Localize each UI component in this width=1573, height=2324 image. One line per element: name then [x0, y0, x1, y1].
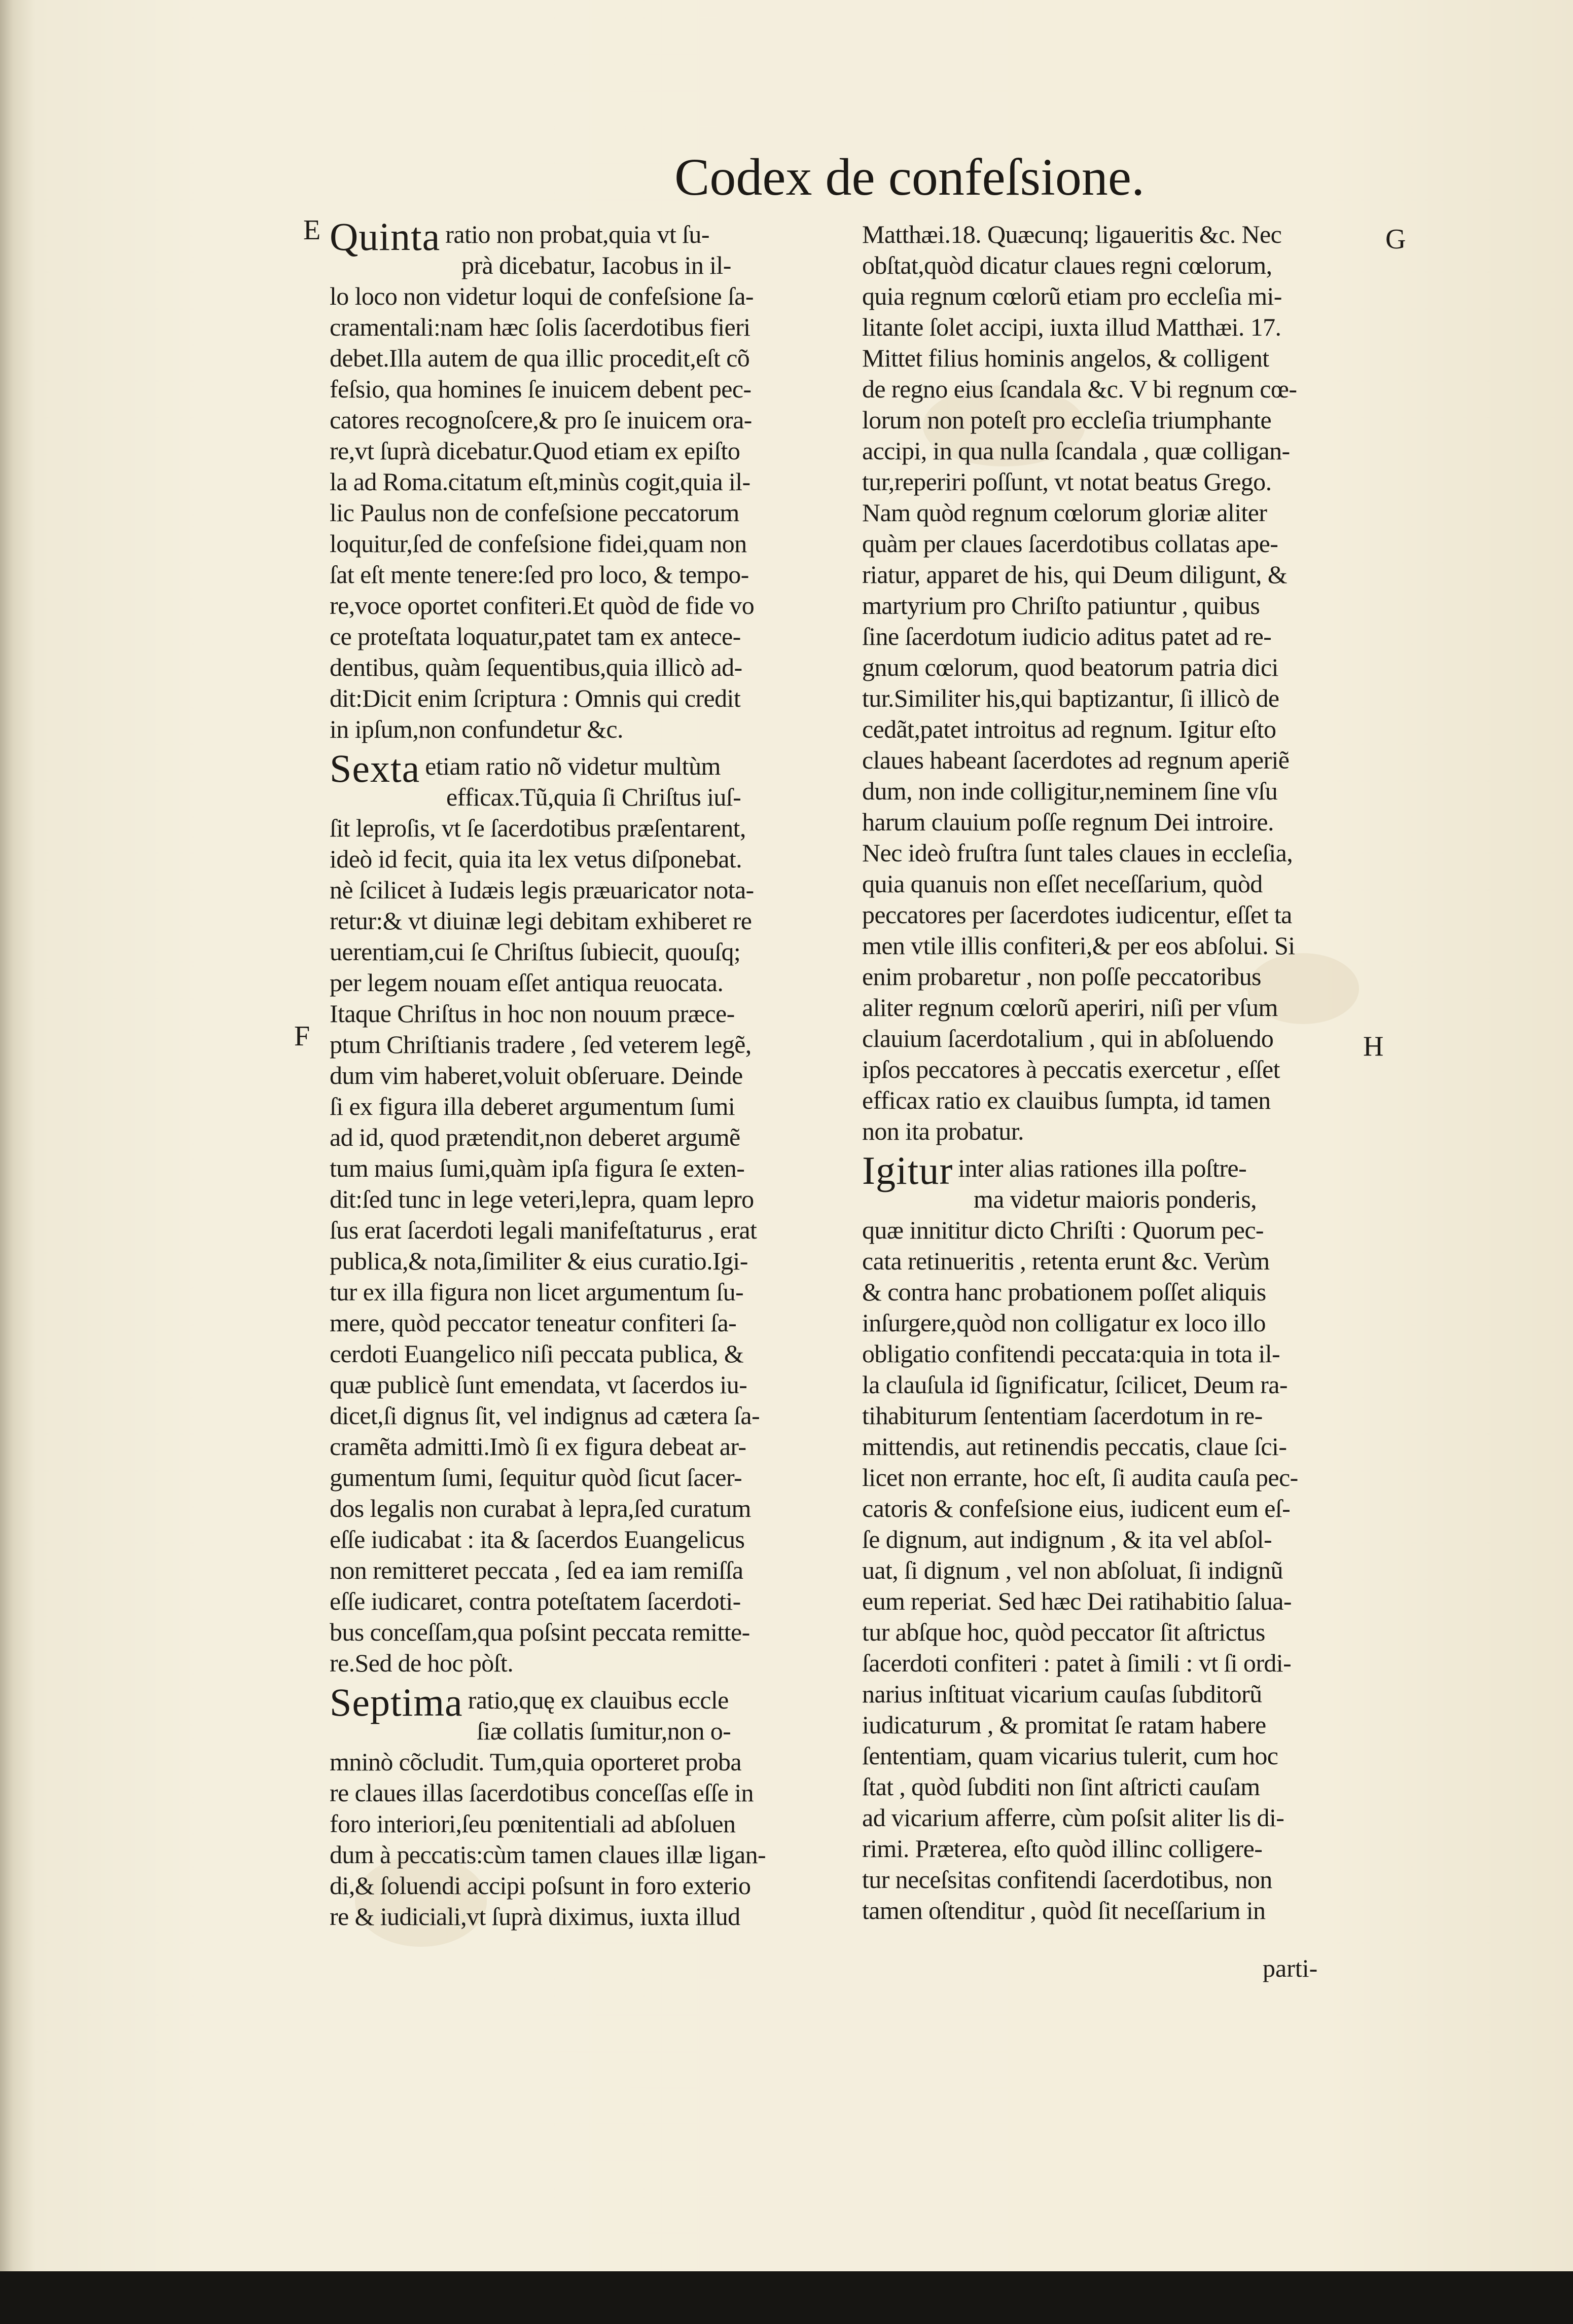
line-text: quàm per claues ſacerdotibus collatas ape-: [862, 529, 1278, 558]
line-text: ad vicarium afferre, cùm poſsit aliter lis di-: [862, 1803, 1284, 1832]
line-text: di,& ſoluendi accipi poſsunt in foro exterio: [330, 1871, 751, 1900]
text-line: [862, 559, 1369, 590]
line-text: retur:& vt diuinæ legi debitam exhiberet re: [330, 906, 752, 935]
text-line: [330, 714, 837, 745]
text-line: [862, 1246, 1369, 1277]
text-line: [862, 776, 1369, 807]
marginal-letter-h: H: [1363, 1031, 1384, 1062]
line-text: Mittet filius hominis angelos, & colligent: [862, 344, 1269, 372]
section-initial-word: Quinta: [330, 214, 441, 259]
line-text: claues habeant ſacerdotes ad regnum aperiẽ: [862, 746, 1290, 774]
text-line: [862, 1555, 1369, 1586]
line-text: per legem nouam eſſet antiqua reuocata.: [330, 968, 724, 997]
text-line: [862, 1648, 1369, 1679]
section-initial-word: Sexta: [330, 746, 420, 790]
text-line: [862, 435, 1369, 466]
line-text: tur,reperiri poſſunt, vt notat beatus Grego.: [862, 467, 1272, 496]
line-text: iudicaturum , & promitat ſe ratam habere: [862, 1711, 1266, 1739]
line-text: efficax.Tũ,quia ſi Chriſtus iuſ-: [446, 783, 741, 811]
line-text: dum à peccatis:cùm tamen claues illæ ligan-: [330, 1840, 766, 1869]
line-text: efficax ratio ex clauibus ſumpta, id tamen: [862, 1086, 1271, 1114]
line-text: de regno eius ſcandala &c. V bi regnum cœ-: [862, 375, 1297, 403]
section-first-line-text: ratio,quę ex clauibus eccle: [468, 1686, 729, 1714]
text-line: [330, 1808, 837, 1839]
text-line: [862, 683, 1369, 714]
line-text: non ita probatur.: [862, 1117, 1024, 1145]
line-text: enim probaretur , non poſſe peccatoribus: [862, 962, 1261, 991]
line-text: quia quanuis non eſſet neceſſarium, quòd: [862, 869, 1263, 898]
line-text: quia regnum cœlorũ etiam pro eccleſia mi-: [862, 282, 1282, 310]
line-text: ad id, quod prætendit,non deberet argumẽ: [330, 1123, 740, 1151]
line-text: dicet,ſi dignus ſit, vel indignus ad cætera ſa-: [330, 1401, 760, 1430]
text-line: [330, 343, 837, 374]
line-text: eum reperiat. Sed hæc Dei ratihabitio ſalua-: [862, 1587, 1292, 1615]
line-text: publica,& nota,ſimiliter & eius curatio.Igi-: [330, 1247, 748, 1275]
line-text: eſſe iudicaret, contra poteſtatem ſacerdoti-: [330, 1587, 741, 1615]
catchword: parti-: [1263, 1954, 1318, 1982]
section-initial-word: Septima: [330, 1680, 463, 1724]
line-text: obſtat,quòd dicatur claues regni cœlorum,: [862, 251, 1272, 279]
text-line: [330, 813, 837, 844]
text-line: [330, 967, 837, 998]
line-text: cramentali:nam hæc ſolis ſacerdotibus fieri: [330, 313, 750, 341]
text-line: [330, 1277, 837, 1308]
line-text: catores recognoſcere,& pro ſe inuicem ora-: [330, 406, 752, 434]
text-line: [862, 312, 1369, 343]
text-line: [330, 621, 837, 652]
line-text: ſit leproſis, vt ſe ſacerdotibus præſentarent,: [330, 814, 746, 842]
text-line: [330, 497, 837, 528]
text-line: [862, 1771, 1369, 1802]
text-line: [330, 374, 837, 405]
text-line: [862, 961, 1369, 992]
text-line: [330, 1777, 837, 1808]
line-text: Itaque Chriſtus in hoc non nouum præce-: [330, 999, 735, 1028]
text-line: [862, 1400, 1369, 1431]
line-text: harum clauium poſſe regnum Dei introire.: [862, 808, 1274, 836]
text-line: [330, 559, 837, 590]
line-text: re,voce oportet confiteri.Et quòd de fide vo: [330, 591, 755, 620]
text-line: [330, 1493, 837, 1524]
line-text: tum maius ſumi,quàm ipſa figura ſe exten-: [330, 1154, 745, 1182]
text-line: [330, 1091, 837, 1122]
text-line: [330, 1462, 837, 1493]
text-line: [862, 343, 1369, 374]
line-text: ſat eſt mente tenere:ſed pro loco, & tempo-: [330, 560, 749, 589]
scan-border: [0, 2271, 1573, 2324]
line-text: tur ex illa figura non licet argumentum ſu-: [330, 1278, 744, 1306]
line-text: dum vim haberet,voluit obſeruare. Deinde: [330, 1061, 743, 1090]
text-line: [330, 1431, 837, 1462]
text-line: [330, 435, 837, 466]
text-line: [862, 1338, 1369, 1369]
running-title: Codex de confeſsione.: [674, 148, 1145, 206]
line-text: licet non errante, hoc eſt, ſi audita cauſa pec-: [862, 1463, 1298, 1492]
text-line: [330, 1680, 837, 1724]
text-line: [330, 1308, 837, 1338]
text-line: [862, 1308, 1369, 1338]
text-line: [330, 683, 837, 714]
line-text: peccatores per ſacerdotes iudicentur, eſſet ta: [862, 900, 1292, 929]
text-line: [862, 1085, 1369, 1116]
line-text: ptum Chriſtianis tradere , ſed veterem legẽ,: [330, 1030, 752, 1059]
line-text: mninò cõcludit. Tum,quia oporteret proba: [330, 1748, 742, 1776]
line-text: cerdoti Euangelico niſi peccata publica, &: [330, 1339, 744, 1368]
line-text: narius inſtituat vicarium cauſas ſubditorũ: [862, 1680, 1262, 1708]
text-line: [862, 497, 1369, 528]
text-line: [862, 1493, 1369, 1524]
text-line: [330, 1029, 837, 1060]
text-line: [862, 930, 1369, 961]
line-text: non remitteret peccata , ſed ea iam remiſſa: [330, 1556, 743, 1584]
left-text-column: [330, 214, 837, 1932]
line-text: tur neceſsitas confitendi ſacerdotibus, non: [862, 1865, 1272, 1894]
text-line: [330, 466, 837, 497]
section-initial-word: Igitur: [862, 1148, 953, 1192]
line-text: tur abſque hoc, quòd peccator ſit aſtrictus: [862, 1618, 1265, 1646]
line-text: inſurgere,quòd non colligatur ex loco illo: [862, 1309, 1266, 1337]
line-text: dentibus, quàm ſequentibus,quia illicò ad-: [330, 653, 742, 681]
text-line: [330, 905, 837, 936]
text-line: [330, 1184, 837, 1215]
marginal-letter-g: G: [1385, 224, 1406, 255]
text-line: [862, 219, 1369, 250]
text-line: [862, 528, 1369, 559]
text-line: [862, 1586, 1369, 1617]
text-line: [862, 1215, 1369, 1246]
line-text: gnum cœlorum, quod beatorum patria dici: [862, 653, 1278, 681]
line-text: uat, ſi dignum , vel non abſoluat, ſi indignũ: [862, 1556, 1283, 1584]
text-line: [862, 1833, 1369, 1864]
line-text: ſiæ collatis ſumitur,non o-: [477, 1717, 731, 1745]
text-line: [862, 1679, 1369, 1710]
line-text: bus conceſſam,qua poſsint peccata remitte-: [330, 1618, 750, 1646]
line-text: men vtile illis confiteri,& per eos abſolui. Si: [862, 931, 1295, 960]
line-text: Matthæi.18. Quæcunq; ligaueritis &c. Nec: [862, 220, 1282, 248]
line-text: martyrium pro Chriſto patiuntur , quibus: [862, 591, 1260, 620]
line-text: tihabiturum ſententiam ſacerdotum in re-: [862, 1401, 1263, 1430]
line-text: loquitur,ſed de confeſsione fidei,quam non: [330, 529, 747, 558]
line-text: riatur, apparet de his, qui Deum diligunt, &: [862, 560, 1288, 589]
line-text: gumentum ſumi, ſequitur quòd ſicut ſacer-: [330, 1463, 742, 1492]
line-text: & contra hanc probationem poſſet aliquis: [862, 1278, 1266, 1306]
text-line: [862, 621, 1369, 652]
text-line: [330, 1555, 837, 1586]
line-text: clauium ſacerdotalium , qui in abſoluendo: [862, 1024, 1274, 1052]
line-text: mere, quòd peccator teneatur confiteri ſa-: [330, 1309, 737, 1337]
text-line: [330, 844, 837, 875]
section-first-line-text: inter alias rationes illa poſtre-: [958, 1154, 1247, 1182]
line-text: ſi ex figura illa deberet argumentum ſumi: [330, 1092, 735, 1120]
text-line: [330, 1524, 837, 1555]
line-text: dit:ſed tunc in lege veteri,lepra, quam lepro: [330, 1185, 754, 1213]
line-text: feſsio, qua homines ſe inuicem debent pec-: [330, 375, 752, 403]
text-line: [862, 466, 1369, 497]
line-text: dum, non inde colligitur,neminem ſine vſu: [862, 777, 1278, 805]
line-text: prà dicebatur, Iacobus in il-: [461, 251, 731, 279]
text-line: [862, 1802, 1369, 1833]
text-line: [330, 214, 837, 259]
text-line: [330, 998, 837, 1029]
text-line: [330, 1870, 837, 1901]
line-text: ſe dignum, aut indignum , & ita vel abſol-: [862, 1525, 1272, 1553]
line-text: quæ publicè ſunt emendata, vt ſacerdos iu-: [330, 1370, 747, 1399]
line-text: quæ innititur dicto Chriſti : Quorum pec-: [862, 1216, 1264, 1244]
text-line: [862, 1462, 1369, 1493]
text-line: [862, 1054, 1369, 1085]
text-line: [330, 405, 837, 435]
text-line: [330, 652, 837, 683]
text-line: [862, 374, 1369, 405]
line-text: lo loco non videtur loqui de confeſsione ſa-: [330, 282, 754, 310]
line-text: tamen oſtenditur , quòd ſit neceſſarium in: [862, 1896, 1266, 1924]
line-text: la ad Roma.citatum eſt,minùs cogit,quia il-: [330, 467, 750, 496]
text-line: [862, 405, 1369, 435]
text-line: [862, 1740, 1369, 1771]
line-text: ſine ſacerdotum iudicio aditus patet ad re-: [862, 622, 1272, 650]
line-text: aliter regnum cœlorũ aperiri, niſi per vſum: [862, 993, 1278, 1022]
text-line: [330, 746, 837, 790]
text-line: [330, 312, 837, 343]
text-line: [330, 528, 837, 559]
text-line: [862, 1864, 1369, 1895]
text-line: [330, 1246, 837, 1277]
text-line: [330, 1617, 837, 1648]
text-line: [862, 1369, 1369, 1400]
text-line: [330, 1060, 837, 1091]
text-line: [330, 1747, 837, 1777]
line-text: Nam quòd regnum cœlorum gloriæ aliter: [862, 498, 1267, 527]
section-first-line-text: ratio non probat,quia vt ſu-: [445, 220, 709, 248]
text-line: [862, 590, 1369, 621]
text-line: [862, 838, 1369, 868]
text-line: [862, 868, 1369, 899]
text-line: [862, 714, 1369, 745]
line-text: la clauſula id ſignificatur, ſcilicet, Deum ra-: [862, 1370, 1288, 1399]
line-text: dos legalis non curabat à lepra,ſed curatum: [330, 1494, 751, 1522]
line-text: uerentiam,cui ſe Chriſtus ſubiecit, quouſq;: [330, 937, 741, 966]
text-line: [862, 899, 1369, 930]
text-line: [330, 1338, 837, 1369]
section-first-line-text: etiam ratio nõ videtur multùm: [425, 752, 721, 780]
line-text: ipſos peccatores à peccatis exercetur , eſſet: [862, 1055, 1280, 1083]
line-text: litante ſolet accipi, iuxta illud Matthæi. 17.: [862, 313, 1281, 341]
line-text: re & iudiciali,vt ſuprà diximus, iuxta illud: [330, 1902, 740, 1931]
line-text: in ipſum,non confundetur &c.: [330, 715, 623, 743]
text-line: [330, 1839, 837, 1870]
line-text: cata retinueritis , retenta erunt &c. Verùm: [862, 1247, 1270, 1275]
text-line: [862, 1431, 1369, 1462]
line-text: ſacerdoti confiteri : patet à ſimili : vt ſi ordi-: [862, 1649, 1292, 1677]
marginal-letter-f: F: [294, 1021, 310, 1052]
line-text: dit:Dicit enim ſcriptura : Omnis qui credit: [330, 684, 741, 712]
line-text: cedãt,patet introitus ad regnum. Igitur eſto: [862, 715, 1276, 743]
text-line: [330, 1586, 837, 1617]
text-line: [330, 936, 837, 967]
text-line: [330, 1400, 837, 1431]
text-line: [330, 1901, 837, 1932]
text-line: [862, 1617, 1369, 1648]
line-text: mittendis, aut retinendis peccatis, claue ſci-: [862, 1432, 1287, 1461]
line-text: cramẽta admitti.Imò ſi ex figura debeat ar-: [330, 1432, 746, 1461]
line-text: re claues illas ſacerdotibus conceſſas eſſe in: [330, 1778, 754, 1807]
text-line: [862, 1524, 1369, 1555]
line-text: tur.Similiter his,qui baptizantur, ſi illicò de: [862, 684, 1279, 712]
line-text: ma videtur maioris ponderis,: [974, 1185, 1257, 1213]
text-line: [862, 1895, 1369, 1926]
text-line: [862, 652, 1369, 683]
line-text: rimi. Præterea, eſto quòd illinc colligere-: [862, 1834, 1263, 1863]
line-text: lorum non poteſt pro eccleſia triumphante: [862, 406, 1272, 434]
line-text: nè ſcilicet à Iudæis legis præuaricator nota-: [330, 876, 754, 904]
text-line: [862, 1277, 1369, 1308]
text-line: [862, 281, 1369, 312]
text-line: [862, 1116, 1369, 1147]
line-text: ideò id fecit, quia ita lex vetus diſponebat.: [330, 845, 742, 873]
line-text: accipi, in qua nulla ſcandala , quæ colligan-: [862, 437, 1290, 465]
line-text: ce proteſtata loquatur,patet tam ex antece-: [330, 622, 741, 650]
text-line: [330, 281, 837, 312]
text-line: [330, 590, 837, 621]
line-text: re.Sed de hoc pòſt.: [330, 1649, 514, 1677]
line-text: re,vt ſuprà dicebatur.Quod etiam ex epiſto: [330, 437, 740, 465]
text-line: [862, 807, 1369, 838]
line-text: obligatio confitendi peccata:quia in tota il-: [862, 1339, 1280, 1368]
line-text: catoris & confeſsione eius, iudicent eum eſ-: [862, 1494, 1291, 1522]
line-text: Nec ideò fruſtra ſunt tales claues in eccleſia,: [862, 839, 1293, 867]
text-line: [330, 1369, 837, 1400]
text-line: [862, 992, 1369, 1023]
right-text-column: [862, 219, 1369, 1926]
text-line: [330, 875, 837, 905]
text-line: [330, 1648, 837, 1679]
line-text: ſus erat ſacerdoti legali manifeſtaturus , erat: [330, 1216, 757, 1244]
text-line: [862, 1710, 1369, 1740]
text-line: [862, 1148, 1369, 1192]
text-line: [862, 1023, 1369, 1054]
text-line: [862, 250, 1369, 281]
line-text: lic Paulus non de confeſsione peccatorum: [330, 498, 739, 527]
line-text: debet.Illa autem de qua illic procedit,eſt cõ: [330, 344, 750, 372]
line-text: ſtat , quòd ſubditi non ſint aſtricti cauſam: [862, 1772, 1260, 1801]
text-line: [330, 1215, 837, 1246]
text-line: [330, 1122, 837, 1153]
text-line: [330, 1153, 837, 1184]
line-text: eſſe iudicabat : ita & ſacerdos Euangelicus: [330, 1525, 745, 1553]
text-line: [862, 745, 1369, 776]
marginal-letter-e: E: [303, 214, 321, 246]
line-text: foro interiori,ſeu pœnitentiali ad abſoluen: [330, 1809, 736, 1838]
line-text: ſententiam, quam vicarius tulerit, cum hoc: [862, 1741, 1278, 1770]
